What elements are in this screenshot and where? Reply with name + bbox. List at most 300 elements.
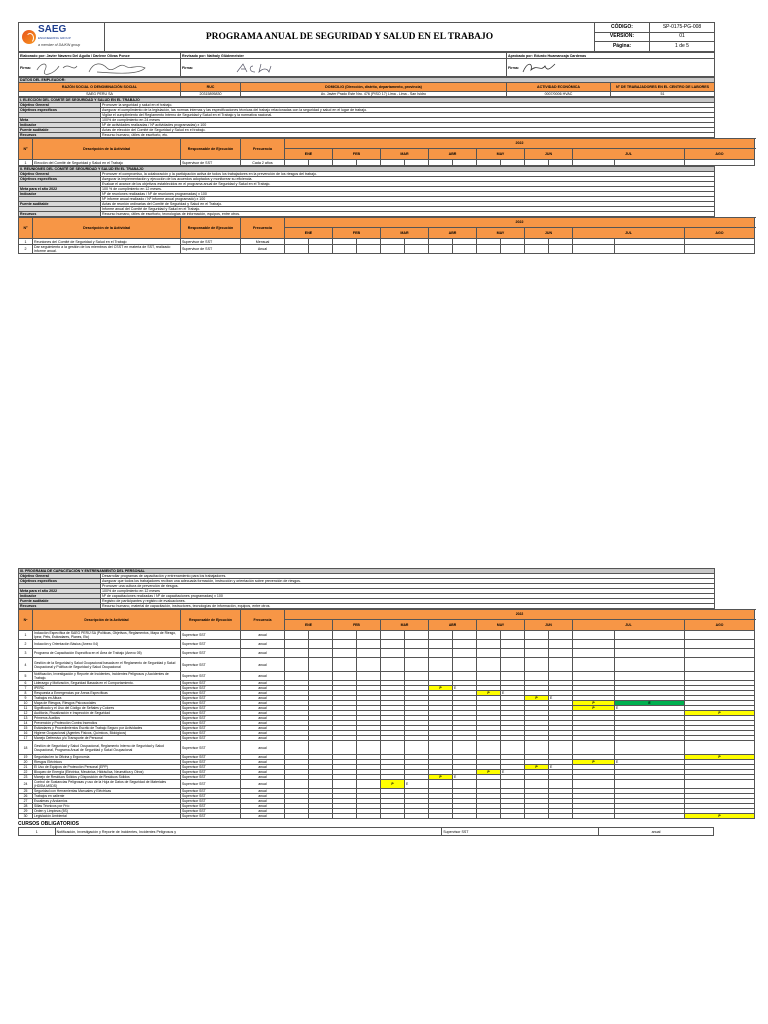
cell-n: 2 xyxy=(19,245,33,254)
month-cell xyxy=(615,780,685,789)
cell-freq: anual xyxy=(241,631,285,640)
cell-n: 20 xyxy=(19,760,33,765)
month-cell xyxy=(615,160,685,166)
cell-n: 1 xyxy=(19,631,33,640)
month-cell xyxy=(333,649,357,658)
header-month: JUN xyxy=(525,148,573,159)
month-cell xyxy=(309,640,333,649)
section-info-table xyxy=(18,97,715,138)
month-cell xyxy=(685,672,755,681)
cell-n: 2 xyxy=(19,640,33,649)
month-cell xyxy=(525,672,549,681)
cell-n: 11 xyxy=(19,706,33,711)
month-cell xyxy=(477,631,501,640)
cell-desc: Trabajos en caliente xyxy=(33,794,181,799)
header-month: JUL xyxy=(573,227,685,238)
cell-resp: Supervisor SST xyxy=(181,658,241,672)
cell-desc: IPERC xyxy=(33,686,181,691)
cell-desc: Prevención y Protección Contra Incendios xyxy=(33,721,181,726)
month-cell xyxy=(405,640,429,649)
month-cell xyxy=(333,780,357,789)
month-cell xyxy=(333,245,357,254)
programado-mark: P xyxy=(477,770,501,775)
cell-freq: anual xyxy=(241,701,285,706)
cell-resp: Supervisor SST xyxy=(181,755,241,760)
month-cell xyxy=(501,160,525,166)
cell-freq: anual xyxy=(241,799,285,804)
cell-freq: anual xyxy=(241,658,285,672)
month-cell xyxy=(573,672,615,681)
month-cell xyxy=(477,814,501,819)
month-cell xyxy=(453,160,477,166)
cell-freq: Cada 2 años xyxy=(241,160,285,166)
info-label: Recursos xyxy=(19,604,101,609)
month-cell xyxy=(381,640,405,649)
header-resp: Responsable de Ejecución xyxy=(181,610,241,631)
month-cell xyxy=(615,658,685,672)
cell-n: 21 xyxy=(19,765,33,770)
cell-desc: Liderazgo y Motivación, Seguridad Basada en el Comportamiento. xyxy=(33,681,181,686)
month-cell xyxy=(405,658,429,672)
info-value: Recurso humano, material de capacitación, instructores, tecnologías de información, equipos, entre otros. xyxy=(101,604,715,609)
header-month: MAY xyxy=(477,227,525,238)
month-cell xyxy=(573,780,615,789)
month-cell xyxy=(429,814,453,819)
info-value: Nº de capacitaciones realizadas / Nº de capacitaciones programadas) x 100 xyxy=(101,594,715,599)
month-cell xyxy=(549,658,573,672)
cell-n: 19 xyxy=(19,755,33,760)
cell-desc: Bloqueo de Energía (Eléctrica, Mecánica, Hidráulica, Neumática y Otros) xyxy=(33,770,181,775)
cell-freq: anual xyxy=(241,681,285,686)
month-cell xyxy=(285,741,309,755)
month-cell xyxy=(333,672,357,681)
cell-resp: Supervisor SST xyxy=(181,686,241,691)
info-value: Desarrollar programas de capacitación y entrenamiento para los trabajadores. xyxy=(101,574,715,579)
info-label: Objetivos específicos xyxy=(19,108,101,113)
cell-freq: anual xyxy=(241,794,285,799)
month-cell xyxy=(381,649,405,658)
employer-value: 20315895830 xyxy=(181,92,241,97)
cell-desc: Significado y el Uso del Código de Señales y Colores xyxy=(33,706,181,711)
codigo-label: CÓDIGO: xyxy=(595,23,650,33)
month-cell xyxy=(405,160,429,166)
cell-resp: Supervisor de SST xyxy=(181,160,241,166)
cell-n: 3 xyxy=(19,649,33,658)
cell-n: 30 xyxy=(19,814,33,819)
month-cell xyxy=(333,160,357,166)
cell-freq: anual xyxy=(241,775,285,780)
cell-n: 7 xyxy=(19,686,33,691)
cell-desc: Mapa de Riesgos, Riesgos Psicosociales xyxy=(33,701,181,706)
header-year: 2022 xyxy=(285,610,755,620)
cell-freq: anual xyxy=(241,711,285,716)
cell-freq: anual xyxy=(241,809,285,814)
cell-desc: Gestión de la Seguridad y Salud Ocupacional basada en el Reglamento de Seguridad y Salud Ocupacional y Política de Seguridad y Salud Ocupacional xyxy=(33,658,181,672)
employer-table xyxy=(18,77,715,97)
cell-n: 6 xyxy=(19,681,33,686)
employer-header: ACTIVIDAD ECONÓMICA xyxy=(507,83,611,92)
ejecutado-mark: E xyxy=(549,765,573,770)
cell-freq: anual xyxy=(241,649,285,658)
programado-mark: P xyxy=(685,755,755,760)
daikin-line: a member of DAIKIN group xyxy=(38,43,81,47)
ejecutado-mark: E xyxy=(453,775,477,780)
month-cell xyxy=(429,245,453,254)
month-cell xyxy=(525,741,549,755)
header-month: ABR xyxy=(429,619,477,630)
cell-freq: anual xyxy=(241,640,285,649)
programado-mark: P xyxy=(429,686,453,691)
month-cell xyxy=(685,245,755,254)
cell-freq: anual xyxy=(241,760,285,765)
info-value: Promover el compromiso, la colaboración y la participación activa de todos los trabajadores en la prevención de los riesgos del trabajo. xyxy=(101,172,715,177)
table-row xyxy=(19,640,755,649)
ejecutado-mark: E xyxy=(405,780,429,789)
codigo-value: SP-0175-PG-008 xyxy=(650,23,715,33)
cell-n: 18 xyxy=(19,741,33,755)
cell-desc: Notificación, Investigación y Reporte de Incidentes, Incidentes Peligrosos y xyxy=(55,828,442,836)
activity-table xyxy=(18,138,755,166)
cell-freq: anual xyxy=(241,691,285,696)
cell-desc: Riesgos Eléctricos xyxy=(33,760,181,765)
header-month: MAR xyxy=(381,148,429,159)
info-value: 100% de cumplimiento en 12 meses xyxy=(101,589,715,594)
header-n: Nº xyxy=(19,218,33,239)
month-cell xyxy=(405,649,429,658)
info-value: Nº de actividades realizadas / Nº actividades programadas) x 100 xyxy=(101,123,715,128)
info-label: Objetivos específicos xyxy=(19,579,101,584)
ejecutado-mark: E xyxy=(501,691,525,696)
cell-desc: Orden y Limpieza (5S) xyxy=(33,809,181,814)
cell-resp: Supervisor de SST xyxy=(181,239,241,245)
cell-n: 8 xyxy=(19,691,33,696)
month-cell xyxy=(477,658,501,672)
cell-n: 23 xyxy=(19,775,33,780)
cell-desc: Sillas Técnicos por Frío xyxy=(33,804,181,809)
cell-resp: Supervisor SST xyxy=(181,789,241,794)
cell-desc: Reuniones del Comité de Seguridad y Salud en el Trabajo xyxy=(33,239,181,245)
month-cell xyxy=(549,649,573,658)
info-value: Actas de reunión ordinarias del Comité de Seguridad y Salud en el Trabajo. xyxy=(101,202,715,207)
month-cell xyxy=(381,658,405,672)
cell-desc: Elección del Comité de Seguridad y Salud en el Trabajo xyxy=(33,160,181,166)
header-month: ENE xyxy=(285,227,333,238)
activity-table xyxy=(18,217,755,254)
header-month: ENE xyxy=(285,619,333,630)
month-cell xyxy=(453,245,477,254)
month-cell xyxy=(357,780,381,789)
company-logo xyxy=(19,23,105,52)
month-cell xyxy=(549,160,573,166)
month-cell xyxy=(405,672,429,681)
cell-n: 26 xyxy=(19,794,33,799)
header-month: ABR xyxy=(429,148,477,159)
cell-desc: Manejo Defensivo y/o Transporte de Personal xyxy=(33,736,181,741)
header-desc: Descripción de la Actividad xyxy=(33,610,181,631)
cell-freq: anual xyxy=(241,770,285,775)
month-cell xyxy=(501,658,525,672)
month-cell xyxy=(357,631,381,640)
month-cell xyxy=(685,741,755,755)
info-label: Recursos xyxy=(19,212,101,217)
month-cell xyxy=(453,640,477,649)
month-cell xyxy=(309,780,333,789)
cell-n: 9 xyxy=(19,696,33,701)
month-cell xyxy=(309,814,333,819)
month-cell xyxy=(429,649,453,658)
month-cell xyxy=(429,631,453,640)
month-cell xyxy=(405,631,429,640)
cell-desc: Higiene Ocupacional (Agentes Físicos, Químicos, Biológicos) xyxy=(33,731,181,736)
month-cell xyxy=(333,814,357,819)
month-cell xyxy=(453,658,477,672)
month-cell xyxy=(573,631,615,640)
cell-desc: El Uso de Equipos de Protección Personal (EPP) xyxy=(33,765,181,770)
month-cell xyxy=(285,160,309,166)
month-cell xyxy=(549,672,573,681)
signature-elaborado-icon xyxy=(27,60,157,76)
month-cell xyxy=(477,160,501,166)
month-cell xyxy=(333,658,357,672)
employer-header: DOMICILIO (Dirección, distrito, departamento, provincia) xyxy=(241,83,507,92)
month-cell xyxy=(429,741,453,755)
cell-resp: Supervisor SST xyxy=(181,731,241,736)
header-table xyxy=(18,22,715,52)
cell-desc: Control de Sustancias Peligrosas y uso de la Hoja de Datos de Seguridad de Materiales (HDSM-MSDS) xyxy=(33,780,181,789)
month-cell xyxy=(429,160,453,166)
section-title: III. PROGRAMA DE CAPACITACIÓN Y ENTRENAMIENTO DEL PERSONAL xyxy=(19,569,715,574)
month-cell xyxy=(549,780,573,789)
month-cell xyxy=(285,649,309,658)
programado-mark: P xyxy=(381,780,405,789)
month-cell xyxy=(573,640,615,649)
month-cell xyxy=(453,631,477,640)
info-value: Informe anual del Comité de Seguridad y Salud en el Trabajo. xyxy=(101,207,715,212)
header-desc: Descripción de la Actividad xyxy=(33,218,181,239)
cell-resp: Supervisor SST xyxy=(181,672,241,681)
cell-desc: Gestión de Seguridad y Salud Ocupacional, Reglamento Interno de Seguridad y Salud Ocupacional, Programa Anual de Seguridad y Salud Ocupacional xyxy=(33,741,181,755)
month-cell xyxy=(501,631,525,640)
month-cell xyxy=(477,780,501,789)
month-cell xyxy=(381,245,405,254)
month-cell xyxy=(501,649,525,658)
month-cell xyxy=(357,649,381,658)
month-cell xyxy=(429,672,453,681)
cell-n: 14 xyxy=(19,721,33,726)
month-cell xyxy=(615,631,685,640)
header-desc: Descripción de la Actividad xyxy=(33,139,181,160)
month-cell xyxy=(573,658,615,672)
month-cell xyxy=(525,160,549,166)
cell-resp: Supervisor SST xyxy=(181,726,241,731)
cell-freq: Anual xyxy=(241,245,285,254)
signature-aprobado-icon xyxy=(519,60,559,76)
saeg-logo-icon xyxy=(22,30,36,44)
pagina-value: 1 de 5 xyxy=(650,42,715,52)
month-cell xyxy=(573,160,615,166)
cell-n: 13 xyxy=(19,716,33,721)
cell-desc: Respuesta a Emergencias por Áreas Específicas xyxy=(33,691,181,696)
info-value: Promover la seguridad y salud en el trabajo. xyxy=(101,103,715,108)
month-cell xyxy=(615,640,685,649)
header-month: MAR xyxy=(381,227,429,238)
month-cell xyxy=(285,658,309,672)
programado-mark: P xyxy=(573,760,615,765)
month-cell xyxy=(429,780,453,789)
month-cell xyxy=(357,741,381,755)
month-cell xyxy=(357,160,381,166)
programado-mark: P xyxy=(429,775,453,780)
table-row xyxy=(19,672,755,681)
cursos-table xyxy=(18,827,714,836)
cell-n: 17 xyxy=(19,736,33,741)
cell-n: 25 xyxy=(19,789,33,794)
cell-resp: Supervisor SST xyxy=(181,804,241,809)
cell-resp: Supervisor SST xyxy=(181,696,241,701)
cell-n: 5 xyxy=(19,672,33,681)
cell-desc: Auditoría, Fiscalización e Inspección de Seguridad xyxy=(33,711,181,716)
programado-mark: P xyxy=(525,765,549,770)
month-cell xyxy=(309,649,333,658)
header-month: MAR xyxy=(381,619,429,630)
cell-resp: Supervisor SST xyxy=(181,716,241,721)
month-cell xyxy=(615,672,685,681)
month-cell xyxy=(525,631,549,640)
cell-resp: Supervisor SST xyxy=(181,809,241,814)
month-cell xyxy=(405,814,429,819)
month-cell xyxy=(357,658,381,672)
month-cell xyxy=(615,741,685,755)
month-cell xyxy=(501,814,525,819)
header-month: JUL xyxy=(573,619,685,630)
cell-resp: Supervisor SST xyxy=(181,640,241,649)
pagina-label: Página: xyxy=(595,42,650,52)
month-cell xyxy=(333,741,357,755)
header-month: JUN xyxy=(525,227,573,238)
table-row xyxy=(19,741,755,755)
programado-mark: P xyxy=(477,691,501,696)
info-value: Recurso humano, útiles de escritorio, tecnologías de información, equipos, entre otros. xyxy=(101,212,715,217)
month-cell xyxy=(309,245,333,254)
info-label: Fuente auditable xyxy=(19,599,101,604)
info-label: Meta xyxy=(19,118,101,123)
cell-resp: Supervisor SST xyxy=(181,799,241,804)
info-value: 100 % de cumplimiento en 12 meses. xyxy=(101,187,715,192)
cell-freq: anual xyxy=(241,731,285,736)
month-cell xyxy=(333,631,357,640)
cell-resp: Supervisor SST xyxy=(181,711,241,716)
month-cell xyxy=(333,640,357,649)
document-title: PROGRAMA ANUAL DE SEGURIDAD Y SALUD EN EL TRABAJO xyxy=(105,23,595,52)
cell-freq: anual xyxy=(241,721,285,726)
cell-desc: Manejo de Residuos Sólidos y Disposición de Residuos Sólidos xyxy=(33,775,181,780)
employer-header: RUC xyxy=(181,83,241,92)
info-value: Registro de participantes y registro de evaluaciones. xyxy=(101,599,715,604)
signature-aprobado: Firma: xyxy=(507,59,715,77)
month-cell xyxy=(357,672,381,681)
cell-n: 1 xyxy=(19,160,33,166)
info-label: Meta para el año 2022 xyxy=(19,187,101,192)
month-cell xyxy=(453,814,477,819)
month-cell xyxy=(453,672,477,681)
cell-freq: anual xyxy=(599,828,714,836)
employer-value: SAEG PERU SA xyxy=(19,92,181,97)
info-label: Recursos xyxy=(19,133,101,138)
table-row xyxy=(19,658,755,672)
activity-table xyxy=(18,609,755,819)
info-label: Objetivo General xyxy=(19,574,101,579)
cell-resp: Supervisor SST xyxy=(181,631,241,640)
header-freq: Frecuencia xyxy=(241,218,285,239)
company-sub: ENGINEERING GROUP xyxy=(38,36,71,40)
programado-mark: P xyxy=(573,706,615,711)
cell-resp: Supervisor SST xyxy=(181,775,241,780)
month-cell xyxy=(285,245,309,254)
month-cell xyxy=(477,640,501,649)
info-value: Nº informe anual realizado / Nº informe anual programado) x 100 xyxy=(101,197,715,202)
table-row xyxy=(19,245,755,254)
aprobado-por: Aprobado por: Edurdo Huamancaja Cardenas xyxy=(507,53,715,59)
month-cell xyxy=(357,245,381,254)
section-capacitacion xyxy=(18,568,724,819)
cell-desc: Inducción y Orientación Básica (Anexo 04) xyxy=(33,640,181,649)
programado-mark: P xyxy=(685,814,755,819)
info-value: Asegurar la implementación y ejecución de los acuerdos adoptados y monitorear su eficiencia. xyxy=(101,177,715,182)
cell-freq: anual xyxy=(241,765,285,770)
header-month: AGO xyxy=(685,227,755,238)
info-value: Vigilar el cumplimiento del Reglamento Interno de Seguridad y Salud en el Trabajo y la normativa nacional. xyxy=(101,113,715,118)
cell-resp: Supervisor SST xyxy=(181,721,241,726)
month-cell xyxy=(453,741,477,755)
cell-resp: Supervisor SST xyxy=(181,691,241,696)
month-cell xyxy=(381,160,405,166)
cell-desc: Legislación Ambiental xyxy=(33,814,181,819)
cell-n: 24 xyxy=(19,780,33,789)
month-cell xyxy=(381,631,405,640)
info-label: Objetivo General xyxy=(19,103,101,108)
header-freq: Frecuencia xyxy=(241,139,285,160)
ejecutado-mark: E xyxy=(615,760,685,765)
month-cell xyxy=(285,640,309,649)
month-cell xyxy=(549,631,573,640)
header-month: MAY xyxy=(477,148,525,159)
month-cell xyxy=(309,658,333,672)
cell-n: 1 xyxy=(19,239,33,245)
month-cell xyxy=(501,640,525,649)
header-month: AGO xyxy=(685,619,755,630)
ejecutado-mark: E xyxy=(501,770,525,775)
month-cell xyxy=(525,780,549,789)
month-cell xyxy=(453,649,477,658)
month-cell xyxy=(453,780,477,789)
signature-revisado-icon xyxy=(231,60,291,76)
cell-freq: anual xyxy=(241,672,285,681)
info-value: Nº de reuniones realizadas / Nº de reuniones programadas) x 100 xyxy=(101,192,715,197)
revisado-por: Revisado por: Nathaly Glüdemeister xyxy=(181,53,507,59)
cell-freq: anual xyxy=(241,736,285,741)
month-cell xyxy=(357,814,381,819)
month-cell xyxy=(501,780,525,789)
cell-desc: Escaleras y Andamios xyxy=(33,799,181,804)
table-row xyxy=(19,780,755,789)
cell-freq: anual xyxy=(241,686,285,691)
header-n: Nº xyxy=(19,610,33,631)
version-label: VERSIÓN: xyxy=(595,32,650,42)
month-cell xyxy=(615,814,685,819)
month-cell xyxy=(381,672,405,681)
month-cell xyxy=(381,741,405,755)
cell-resp: Supervisor SST xyxy=(181,736,241,741)
